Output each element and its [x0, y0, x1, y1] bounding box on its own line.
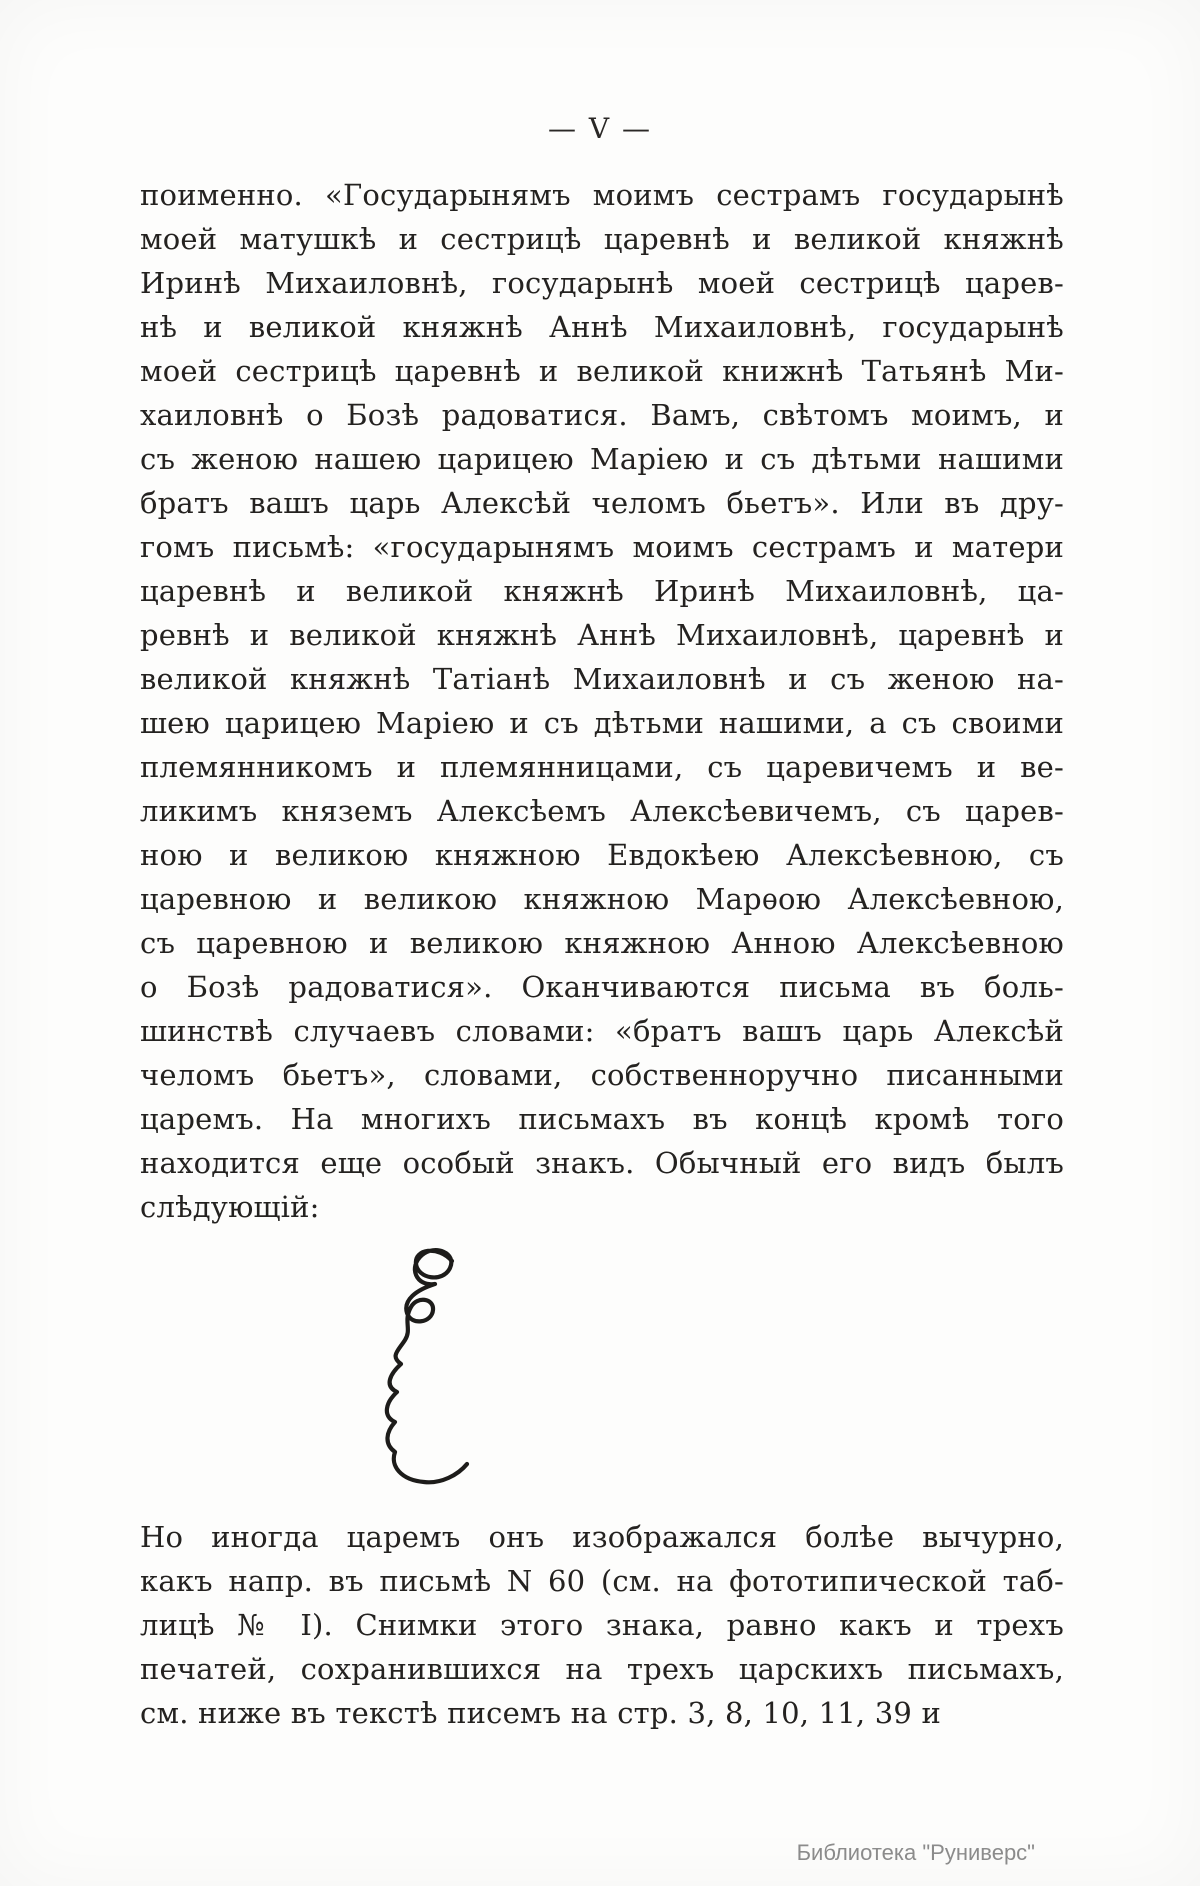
text-line: о Бозѣ радоватися». Оканчиваются письма въ боль-	[140, 970, 1064, 1004]
text-line: Иринѣ Михаиловнѣ, государынѣ моей сестрицѣ царев-	[140, 266, 1064, 300]
text-line: ною и великою княжною Евдокѣею Алексѣевною, съ	[140, 838, 1064, 872]
text-line: царевною и великою княжною Марѳою Алексѣевною,	[140, 882, 1064, 916]
text-line: племянникомъ и племянницами, съ царевичемъ и ве-	[140, 750, 1064, 784]
tsar-hand-mark-icon	[340, 1243, 490, 1495]
text-line: царевнѣ и великой княжнѣ Иринѣ Михаиловнѣ, ца-	[140, 574, 1064, 608]
text-line: см. ниже въ текстѣ писемъ на стр. 3, 8, 10, 11, 39 и	[140, 1696, 941, 1730]
text-line: слѣдующій:	[140, 1190, 320, 1224]
paragraph-mark-description	[140, 1515, 1064, 1735]
text-line: шею царицею Маріею и съ дѣтьми нашими, а съ своими	[140, 706, 1064, 740]
text-line: съ царевною и великою княжною Анною Алексѣевною	[140, 926, 1064, 960]
tsar-mark-drawing	[340, 1243, 490, 1495]
watermark-library-label: Библиотека "Руниверс"	[796, 1840, 1035, 1865]
text-line: нѣ и великой княжнѣ Аннѣ Михаиловнѣ, государынѣ	[140, 310, 1064, 344]
text-block	[140, 173, 1064, 1735]
paragraph-letters-quote	[140, 173, 1064, 1229]
page-number: — V —	[547, 112, 653, 145]
text-line: братъ вашъ царь Алексѣй челомъ бьетъ». Или въ дру-	[140, 486, 1064, 520]
text-line: хаиловнѣ о Бозѣ радоватися. Вамъ, свѣтомъ моимъ, и	[140, 398, 1064, 432]
text-line: шинствѣ случаевъ словами: «братъ вашъ царь Алексѣй	[140, 1014, 1064, 1048]
text-line: находится еще особый знакъ. Обычный его видъ былъ	[140, 1146, 1064, 1180]
text-line: поименно. «Государынямъ моимъ сестрамъ государынѣ	[140, 178, 1064, 212]
text-line: челомъ бьетъ», словами, собственноручно писанными	[140, 1058, 1064, 1092]
text-line: ревнѣ и великой княжнѣ Аннѣ Михаиловнѣ, царевнѣ и	[140, 618, 1064, 652]
text-line: моей сестрицѣ царевнѣ и великой книжнѣ Татьянѣ Ми-	[140, 354, 1064, 388]
text-line: лицѣ № I). Снимки этого знака, равно какъ и трехъ	[140, 1608, 1064, 1642]
text-line: Но иногда царемъ онъ изображался болѣе вычурно,	[140, 1520, 1064, 1554]
text-line: печатей, сохранившихся на трехъ царскихъ письмахъ,	[140, 1652, 1064, 1686]
text-line: царемъ. На многихъ письмахъ въ концѣ кромѣ того	[140, 1102, 1064, 1136]
text-line: съ женою нашею царицею Маріею и съ дѣтьми нашими	[140, 442, 1064, 476]
text-line: гомъ письмѣ: «государынямъ моимъ сестрамъ и матери	[140, 530, 1064, 564]
text-line: великой княжнѣ Татіанѣ Михаиловнѣ и съ женою на-	[140, 662, 1064, 696]
text-line: какъ напр. въ письмѣ N 60 (см. на фототипической таб-	[140, 1564, 1064, 1598]
text-line: моей матушкѣ и сестрицѣ царевнѣ и великой княжнѣ	[140, 222, 1064, 256]
text-line: ликимъ княземъ Алексѣемъ Алексѣевичемъ, съ царев-	[140, 794, 1064, 828]
